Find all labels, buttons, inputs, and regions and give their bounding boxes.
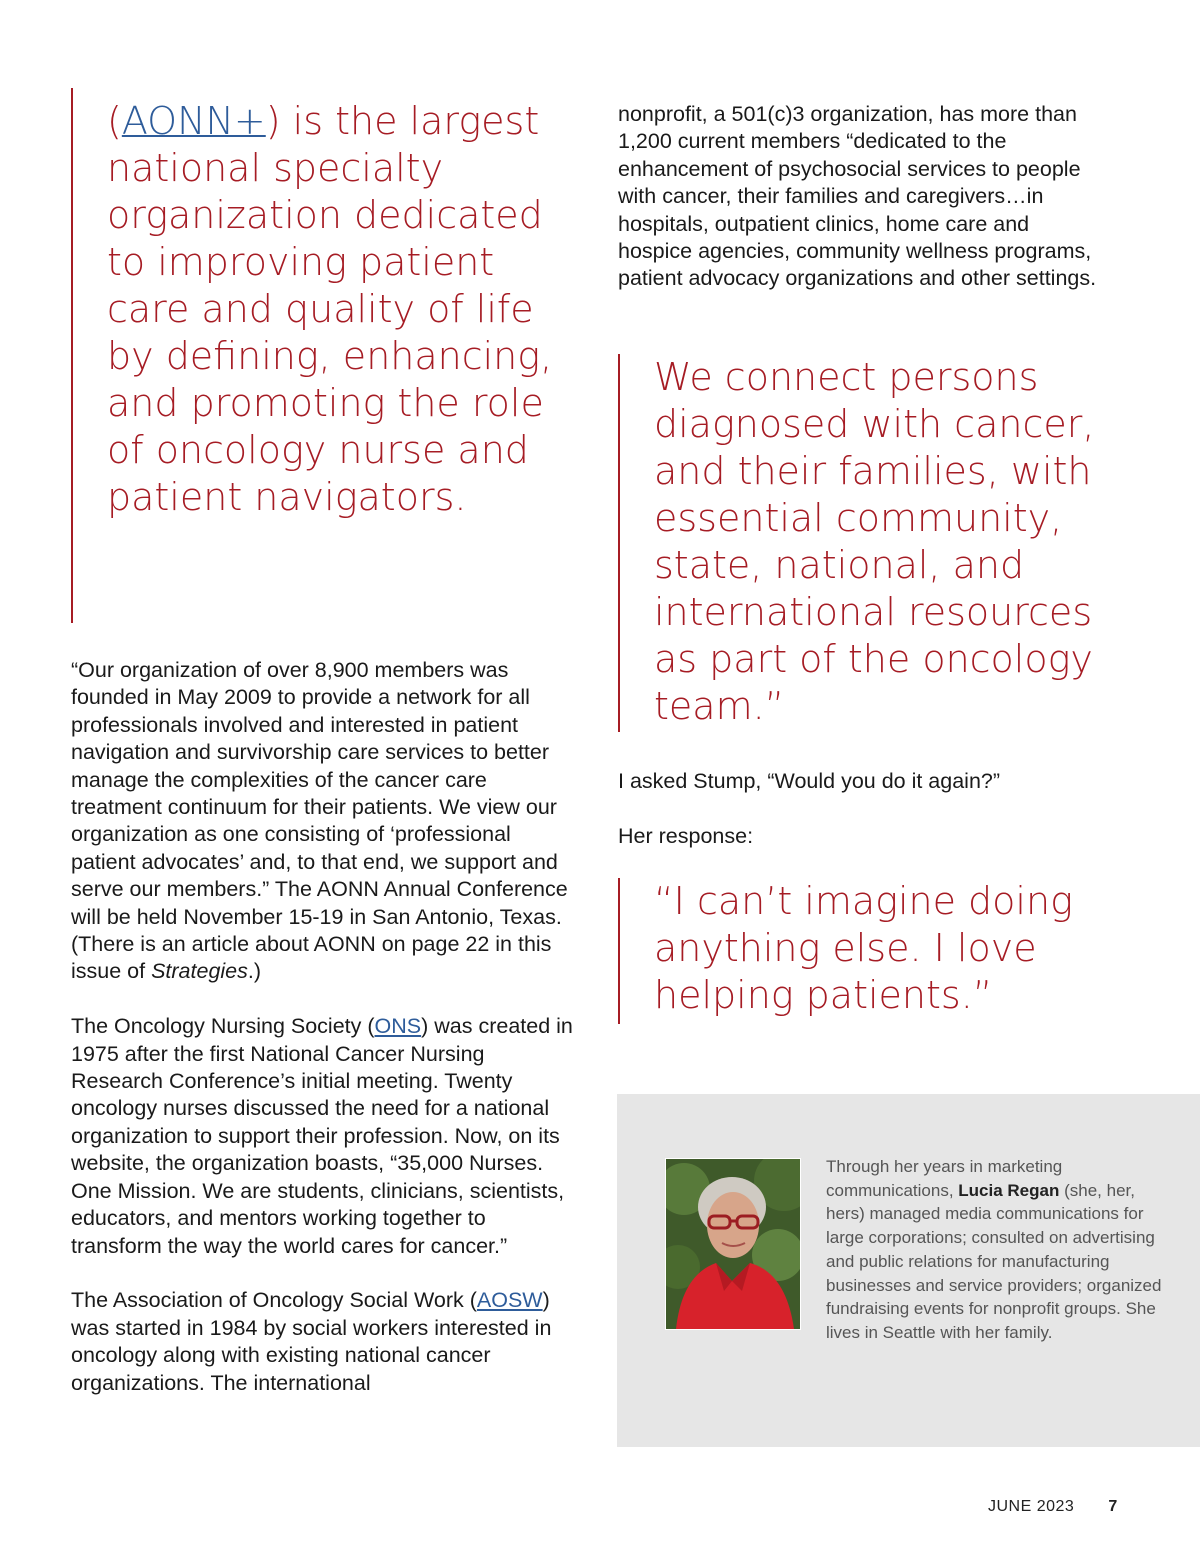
asked-question: I asked Stump, “Would you do it again?” <box>618 769 1001 793</box>
paragraph-ons: The Oncology Nursing Society (ONS) was created in 1975 after the first National Cancer Nursing Research Conference’s initial meeting. Twenty oncology nurses discussed the need for a national organization to support their profession. Now, on its website, the organization boasts, “35,000 Nurses. One Mission. We are students, clinicians, scientists, educators, and mentors working together to transform the way the world cares for cancer.” <box>71 1014 573 1258</box>
strategies-italic: Strategies <box>151 959 248 984</box>
right-column-continuation <box>618 101 1108 320</box>
ons-link[interactable]: ONS <box>374 1014 422 1039</box>
author-bio: Through her years in marketing communications, Lucia Regan (she, her, hers) managed media communications for large corporations; consulted on advertising and public relations for manufacturing businesses and service providers; organized fundraising events for nonprofit groups. She lives in Seattle with her family. <box>826 1157 1162 1342</box>
author-photo <box>665 1158 801 1330</box>
left-column-text <box>71 657 581 1424</box>
paragraph-aosw: The Association of Oncology Social Work (AOSW) was started in 1984 by social workers interested in oncology along with existing national cancer organizations. The international <box>71 1288 552 1395</box>
pull-quote-connect-text: We connect persons diagnosed with cancer, and their families, with essential community, state, national, and international resources as part of the oncology team.” <box>654 355 1095 728</box>
author-bio-box <box>617 1094 1200 1447</box>
aosw-link[interactable]: AOSW <box>476 1288 543 1313</box>
issue-date: JUNE 2023 <box>988 1498 1075 1515</box>
aonn-link[interactable]: AONN+ <box>121 99 266 143</box>
author-portrait-icon <box>666 1159 800 1329</box>
her-response: Her response: <box>618 823 754 848</box>
paragraph-aosw-continued: nonprofit, a 501(c)3 organization, has more than 1,200 current members “dedicated to the enhancement of psychosocial services to people with cancer, their families and caregivers…in hospitals, outpatient clinics, home care and hospice agencies, community wellness programs, patient advocacy organizations and other settings. <box>618 102 1097 291</box>
page-number: 7 <box>1108 1498 1118 1515</box>
pull-quote-aonn-text: ) is the largest national specialty organization dedicated to improving patient care and quality of life by defining, enhancing, and promoting the role of oncology nurse and patient navigators. <box>107 99 553 519</box>
author-name: Lucia Regan <box>958 1180 1060 1200</box>
pull-quote-connect <box>618 354 1114 732</box>
right-column-middle <box>618 768 1158 878</box>
paragraph-aonn-quote: “Our organization of over 8,900 members was founded in May 2009 to provide a network for all professionals involved and interested in patient navigation and survivorship care services to better manage the complexities of the cancer care treatment continuum for their patients. We view our organization as one consisting of ‘professional patient advocates’ and, to that end, we support and serve our members.” The AONN Annual Conference will be held November 15-19 in San Antonio, Texas. (There is an article about AONN on page 22 in this issue of Strategies.) <box>71 658 568 984</box>
page-footer <box>988 1498 1118 1516</box>
pull-quote-helping-text: “I can’t imagine doing anything else. I love helping patients.” <box>654 879 1073 1017</box>
pull-quote-aonn: (AONN+) is the largest national specialty organization dedicated to improving patient care and quality of life by defining, enhancing, and promoting the role of oncology nurse and patient navigators. <box>71 88 577 623</box>
pull-quote-helping <box>618 878 1114 1024</box>
